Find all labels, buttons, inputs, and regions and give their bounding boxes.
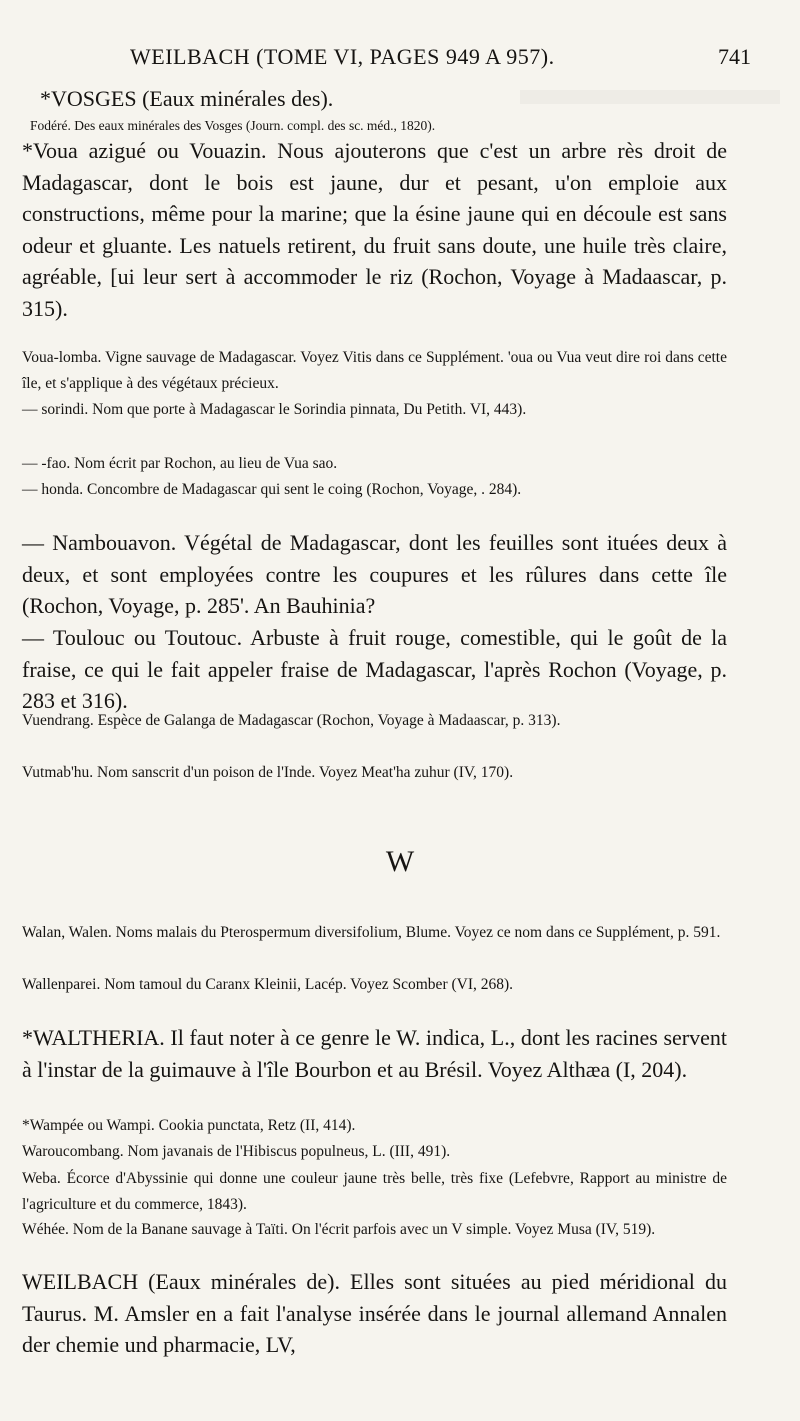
running-title: WEILBACH (TOME VI, PAGES 949 A 957). — [130, 44, 555, 69]
entry-vosges-ref: Fodéré. Des eaux minérales des Vosges (Journ. compl. des sc. méd., 1820). — [30, 118, 436, 133]
entry-fao: — -fao. Nom écrit par Rochon, au lieu de Vua sao. — [22, 455, 338, 472]
entry-wampee: *Wampée ou Wampi. Cookia punctata, Retz (II, 414). — [22, 1117, 356, 1134]
entry-vutmabhu: Vutmab'hu. Nom sanscrit d'un poison de l'Inde. Voyez Meat'ha zuhur (IV, 170). — [22, 764, 514, 781]
entry-weilbach: WEILBACH (Eaux minérales de). Elles sont situées au pied méridional du Taurus. M. Amsler en a fait l'analyse insérée dans le journal allemand Annalen der chemie und pharmacie, LV, — [22, 1269, 727, 1357]
entry-voua-azigue: *Voua azigué ou Vouazin. Nous ajouterons que c'est un arbre rès droit de Madagascar, dont le bois est jaune, dur et pesant, u'on emploie aux constructions, même pour la marine; que la ésine jaune qui en découle est sans odeur et gluante. Les natuels retirent, du fruit sans doute, une huile très claire, agréable, [ui leur sert à accommoder le riz (Rochon, Voyage à Madaascar, p. 315). — [22, 138, 727, 321]
entry-vosges-title: *VOSGES (Eaux minérales des). — [40, 86, 334, 111]
section-letter: W — [385, 845, 415, 878]
page-header — [0, 44, 800, 78]
entry-nambouavon: — Nambouavon. Végétal de Madagascar, dont les feuilles sont ituées deux à deux, et sont employées contre les coupures et les rûlures dans cette île (Rochon, Voyage, p. 285'. An Bauhinia? — [22, 530, 727, 618]
entry-waltheria: *WALTHERIA. Il faut noter à ce genre le W. indica, L., dont les racines servent à l'instar de la guimauve à l'île Bourbon et au Brésil. Voyez Althæa (I, 204). — [22, 1025, 727, 1082]
entry-vuendrang: Vuendrang. Espèce de Galanga de Madagascar (Rochon, Voyage à Madaascar, p. 313). — [22, 712, 561, 729]
entry-walan: Walan, Walen. Noms malais du Pterospermum diversifolium, Blume. Voyez ce nom dans ce Supplément, p. 591. — [22, 924, 721, 941]
entry-voua-lomba: Voua-lomba. Vigne sauvage de Madagascar. Voyez Vitis dans ce Supplément. 'oua ou Vua veut dire roi dans cette île, et s'applique à des végétaux précieux. — [22, 349, 727, 392]
entry-honda: — honda. Concombre de Madagascar qui sent le coing (Rochon, Voyage, . 284). — [22, 481, 522, 498]
entry-waroucombang: Waroucombang. Nom javanais de l'Hibiscus populneus, L. (III, 491). — [22, 1143, 451, 1160]
entry-wehee: Wéhée. Nom de la Banane sauvage à Taïti. On l'écrit parfois avec un V simple. Voyez Musa (IV, 519). — [22, 1221, 656, 1238]
entry-toulouc: — Toulouc ou Toutouc. Arbuste à fruit rouge, comestible, qui le goût de la fraise, ce qui le fait appeler fraise de Madagascar, l'après Rochon (Voyage, p. 283 et 316). — [22, 625, 727, 713]
page-number: 741 — [718, 44, 751, 69]
entry-wallenparei: Wallenparei. Nom tamoul du Caranx Kleinii, Lacép. Voyez Scomber (VI, 268). — [22, 976, 514, 993]
entry-weba: Weba. Écorce d'Abyssinie qui donne une couleur jaune très belle, très fixe (Lefebvre, Rapport au ministre de l'agriculture et du commerce, 1843). — [22, 1170, 727, 1213]
entry-sorindi: — sorindi. Nom que porte à Madagascar le Sorindia pinnata, Du Petith. VI, 443). — [22, 401, 527, 418]
